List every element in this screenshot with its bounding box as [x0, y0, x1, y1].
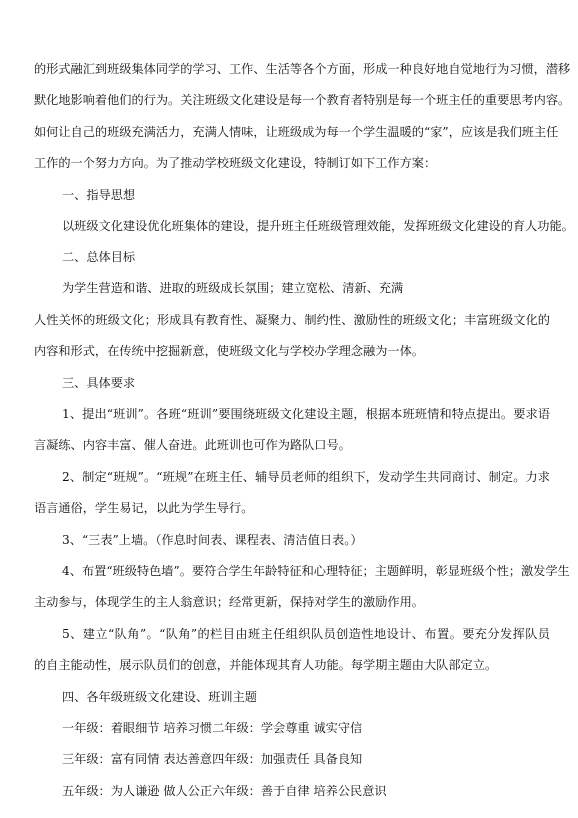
section-3-heading: 三、具体要求	[62, 376, 136, 390]
section-1-body: 以班级文化建设优化班集体的建设，提升班主任班级管理效能，发挥班级文化建设的育人功能。	[62, 219, 574, 233]
section-3-item-2-line-1: 2、制定“班规”。“班规”在班主任、辅导员老师的组织下，发动学生共同商讨、制定。力求	[62, 470, 550, 484]
grade-theme-line-2: 三年级：富有同情 表达善意四年级：加强责任 具备良知	[62, 752, 363, 766]
intro-line-1: 的形式融汇到班级集体同学的学习、工作、生活等各个方面，形成一种良好地自觉地行为习惯，潜移	[34, 62, 571, 76]
section-2-line-2: 人性关怀的班级文化；形成具有教育性、凝聚力、制约性、激励性的班级文化；丰富班级文化的	[34, 313, 550, 327]
intro-line-4: 工作的一个努力方向。为了推动学校班级文化建设，特制订如下工作方案：	[34, 156, 437, 170]
section-1-heading: 一、指导思想	[62, 188, 136, 202]
intro-line-2: 默化地影响着他们的行为。关注班级文化建设是每一个教育者特别是每一个班主任的重要思考内容。	[34, 93, 571, 107]
section-3-item-1-line-1: 1、提出“班训”。各班“班训”要围绕班级文化建设主题，根据本班班情和特点提出。要求语	[62, 407, 550, 421]
section-3-item-4-line-2: 主动参与，体现学生的主人翁意识；经常更新，保持对学生的激励作用。	[34, 595, 424, 609]
section-4-heading: 四、各年级班级文化建设、班训主题	[62, 690, 257, 704]
section-2-line-1: 为学生营造和谐、进取的班级成长氛围；建立宽松、清新、充满	[62, 281, 404, 295]
section-2-line-3: 内容和形式，在传统中挖掘新意，使班级文化与学校办学理念融为一体。	[34, 344, 424, 358]
section-3-item-1-line-2: 言凝练、内容丰富、催人奋进。此班训也可作为路队口号。	[34, 438, 351, 452]
section-3-item-4-line-1: 4、布置“班级特色墙”。要符合学生年龄特征和心理特征；主题鲜明，彰显班级个性；激发学生	[62, 564, 570, 578]
section-3-item-5-line-2: 的自主能动性，展示队员们的创意，并能体现其育人功能。每学期主题由大队部定立。	[34, 658, 498, 672]
section-3-item-3: 3、“三表”上墙。（作息时间表、课程表、清洁值日表。）	[62, 533, 363, 547]
section-2-heading: 二、总体目标	[62, 250, 136, 264]
section-3-item-5-line-1: 5、建立“队角”。“队角”的栏目由班主任组织队员创造性地设计、布置。要充分发挥队员	[62, 627, 550, 641]
grade-theme-line-1: 一年级：着眼细节 培养习惯二年级：学会尊重 诚实守信	[62, 721, 363, 735]
grade-theme-line-3: 五年级：为人谦逊 做人公正六年级：善于自律 培养公民意识	[62, 784, 387, 798]
section-3-item-2-line-2: 语言通俗，学生易记，以此为学生导行。	[34, 501, 254, 515]
intro-line-3: 如何让自己的班级充满活力，充满人情味，让班级成为每一个学生温暖的“家”，应该是我们班主任	[34, 125, 559, 139]
